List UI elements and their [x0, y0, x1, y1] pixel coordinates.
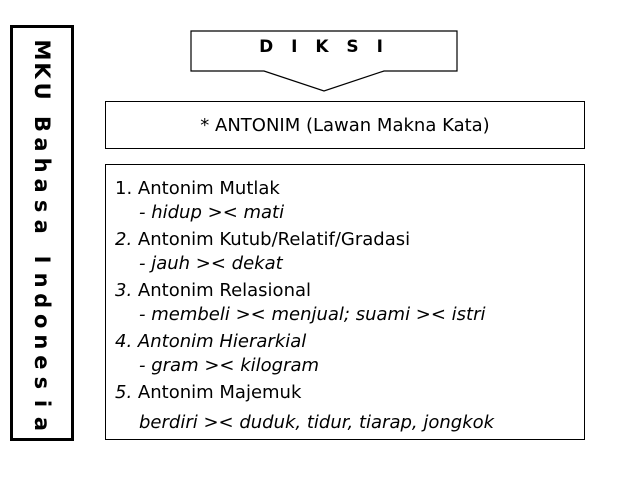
- list-item: [115, 177, 584, 224]
- sidebar-letter: M: [30, 39, 54, 61]
- sidebar-letter: s: [30, 376, 54, 390]
- item-number: 4.: [115, 331, 133, 352]
- item-title: Antonim Majemuk: [137, 382, 302, 403]
- item-title: Antonim Mutlak: [137, 178, 280, 199]
- sidebar-letter: U: [30, 82, 54, 100]
- item-number: 2.: [115, 229, 133, 250]
- sidebar-letter: o: [30, 314, 54, 329]
- sidebar-letter: B: [30, 115, 54, 132]
- item-example: - gram >< kilogram: [139, 355, 320, 376]
- sidebar-letter: I: [30, 255, 54, 264]
- item-number: 1.: [115, 178, 133, 199]
- subtitle-text: * ANTONIM (Lawan Makna Kata): [200, 114, 490, 136]
- vertical-title-text: [13, 28, 71, 438]
- item-number: 5.: [115, 382, 133, 403]
- sidebar-letter: a: [30, 137, 54, 152]
- item-title: Antonim Kutub/Relatif/Gradasi: [137, 229, 411, 250]
- sidebar-letter: a: [30, 416, 54, 432]
- sidebar-letter: a: [30, 178, 54, 193]
- sidebar-letter: d: [30, 293, 54, 309]
- subtitle-box: [105, 101, 585, 149]
- list-item: [115, 330, 584, 377]
- sidebar-letter: n: [30, 272, 54, 288]
- list-item: [115, 279, 584, 326]
- item-example: - membeli >< menjual; suami >< istri: [139, 304, 486, 325]
- sidebar-letter: a: [30, 219, 54, 234]
- page-title: D I K S I: [259, 37, 389, 57]
- sidebar-letter: h: [30, 157, 54, 173]
- item-example: berdiri >< duduk, tidur, tiarap, jongkok: [139, 412, 495, 433]
- item-title: Antonim Hierarkial: [137, 331, 307, 352]
- sidebar-letter: e: [30, 355, 54, 370]
- vertical-title-panel: [10, 25, 74, 441]
- antonym-list: [105, 164, 585, 440]
- list-item: [115, 381, 584, 434]
- sidebar-letter: i: [30, 399, 54, 408]
- item-example: - hidup >< mati: [139, 202, 285, 223]
- sidebar-letter: n: [30, 334, 54, 350]
- item-example: - jauh >< dekat: [139, 253, 283, 274]
- item-number: 3.: [115, 280, 133, 301]
- sidebar-letter: K: [30, 62, 54, 79]
- list-item: [115, 228, 584, 275]
- sidebar-letter: s: [30, 199, 54, 213]
- item-title: Antonim Relasional: [137, 280, 312, 301]
